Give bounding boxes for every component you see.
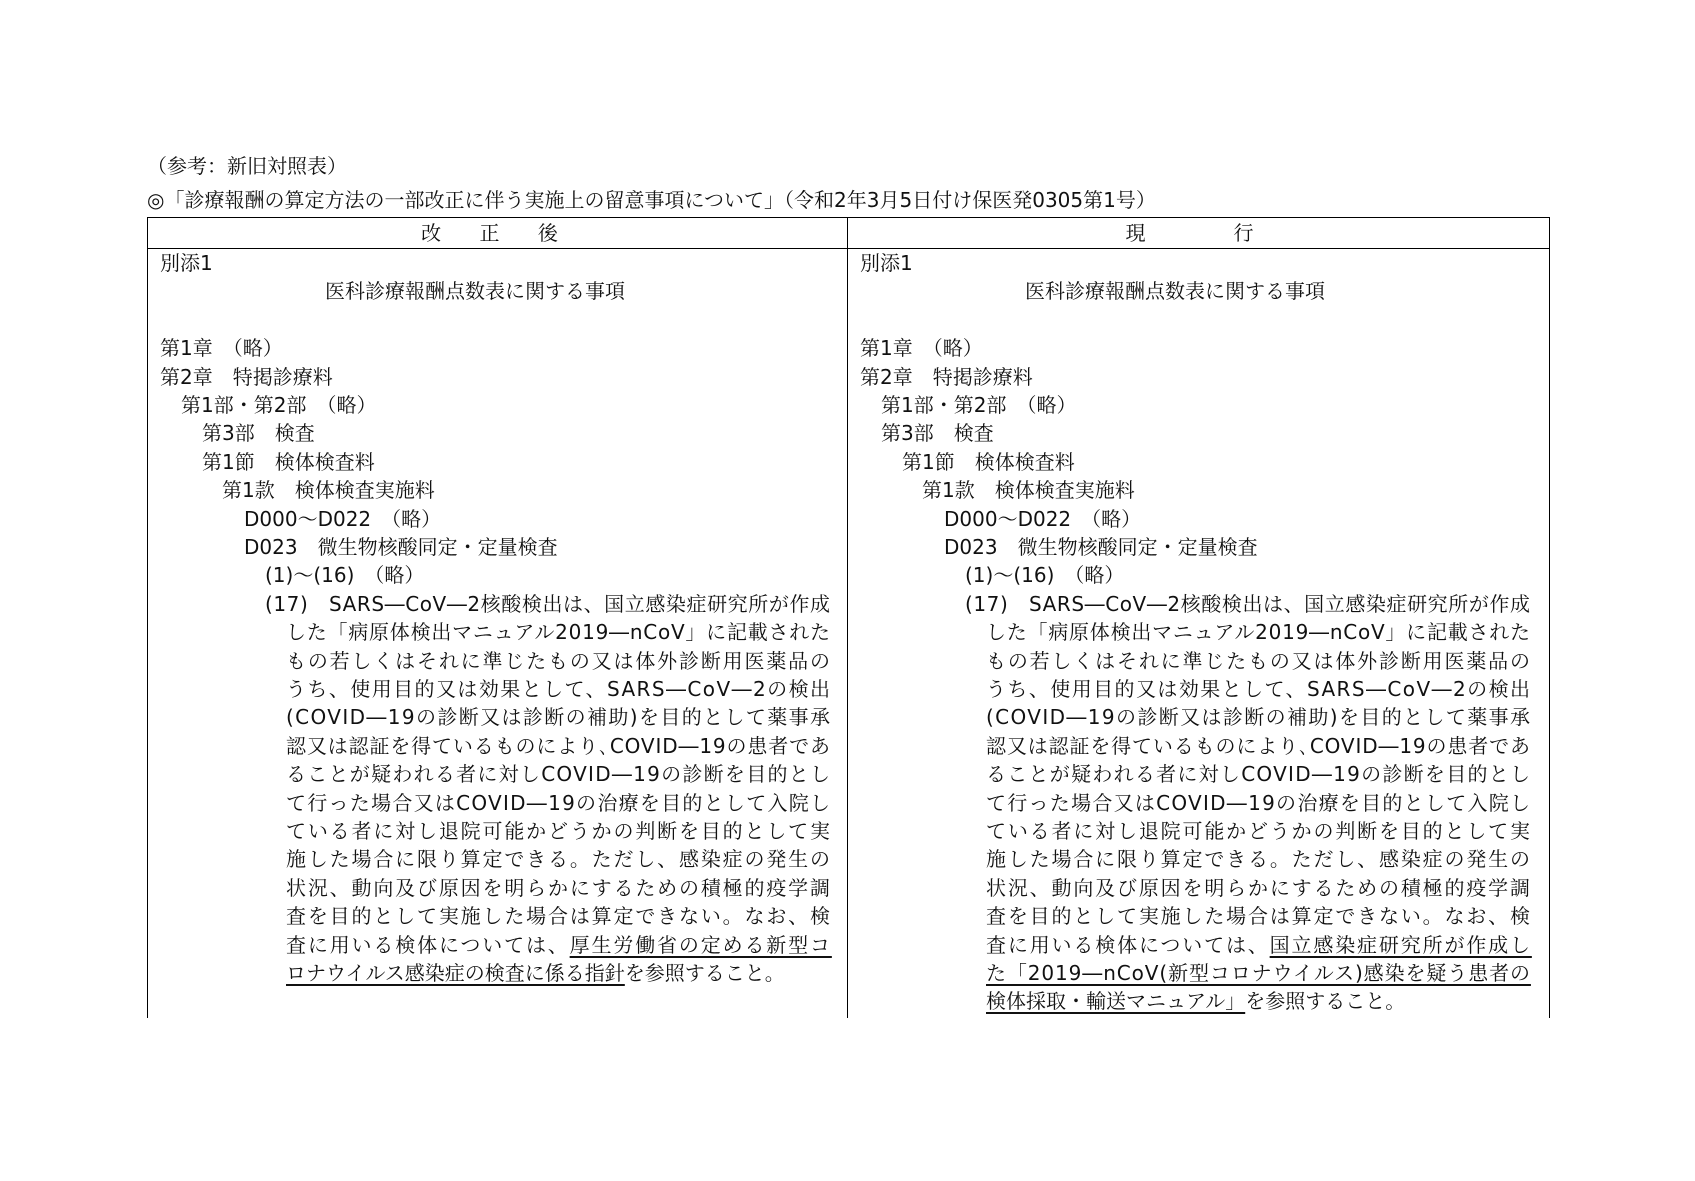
paragraph-line <box>986 789 1531 817</box>
text-segment: もの若しくはそれに準じたもの又は体外診断用医薬品の <box>986 648 1532 673</box>
text-segment: 認又は認証を得ているものにより､COVID―19の患者であ <box>986 733 1531 758</box>
paragraph-line <box>986 732 1531 760</box>
paragraph-line <box>286 675 831 703</box>
paragraph-line <box>986 959 1531 987</box>
paragraph-line <box>986 845 1532 873</box>
text-segment: (17) SARS―CoV―2核酸検出は、国立感染症研究所が作成 <box>265 591 831 616</box>
paragraph-line <box>986 647 1532 675</box>
paragraph-line <box>986 874 1532 902</box>
outline-item: (1)～(16) （略） <box>965 563 1125 588</box>
outline-item: 第1節 検体検査料 <box>902 449 1075 474</box>
text-segment: 認又は認証を得ているものにより､COVID―19の患者であ <box>286 733 831 758</box>
outline-item: 別添1 <box>860 251 913 275</box>
text-segment: ることが疑われる者に対しCOVID―19の診断を目的とし <box>986 762 1532 787</box>
outline-item: (1)～(16) （略） <box>265 563 425 588</box>
outline-item: 第1款 検体検査実施料 <box>222 478 435 503</box>
outline-item: 第1節 検体検査料 <box>202 449 375 474</box>
text-segment: て行った場合又はCOVID―19の治療を目的として入院し <box>986 790 1532 815</box>
paragraph-line <box>286 931 832 959</box>
paragraph-line <box>286 703 831 731</box>
outline-item: D023 微生物核酸同定・定量検査 <box>944 535 1258 559</box>
outline-item: 第1款 検体検査実施料 <box>922 478 1135 503</box>
text-segment: うち、使用目的又は効果として、SARS―CoV―2の検出 <box>986 677 1532 701</box>
paragraph-line <box>286 874 832 902</box>
paragraph-line <box>986 902 1532 930</box>
text-segment: 状況、動向及び原因を明らかにするための積極的疫学調 <box>286 875 832 900</box>
paragraph-line <box>286 760 831 788</box>
section-title: 医科診療報酬点数表に関する事項 <box>1025 279 1325 304</box>
outline-item: 第3部 検査 <box>202 421 315 446</box>
text-segment: て行った場合又はCOVID―19の治療を目的として入院し <box>286 790 832 815</box>
paragraph-line <box>986 987 1405 1015</box>
text-segment: 査に用いる検体については、 <box>986 932 1270 957</box>
text-segment: ている者に対し退院可能かどうかの判断を目的として実 <box>986 819 1532 843</box>
header-revised: 改 正 後 <box>421 221 574 245</box>
text-segment: もの若しくはそれに準じたもの又は体外診断用医薬品の <box>286 648 832 673</box>
paragraph-line <box>286 618 831 646</box>
current-column <box>860 249 1550 1014</box>
outline-item: 第3部 検査 <box>881 421 994 446</box>
text-segment: 査を目的として実施した場合は算定できない。なお、検 <box>986 904 1532 929</box>
text-segment: 査に用いる検体については、 <box>286 932 570 957</box>
outline-item: D000～D022 （略） <box>944 506 1142 531</box>
amended-text: 検体採取・輸送マニュアル」 <box>986 989 1246 1014</box>
amended-text: 国立感染症研究所が作成し <box>1269 932 1532 957</box>
text-segment: を参照すること。 <box>1245 989 1406 1014</box>
text-segment: 施した場合に限り算定できる。ただし、感染症の発生の <box>286 847 832 872</box>
amended-text: た「2019―nCoV(新型コロナウイルス)感染を疑う患者の <box>986 961 1531 985</box>
paragraph-line <box>286 845 832 873</box>
paragraph-line <box>965 590 1531 618</box>
document-title: ◎「診療報酬の算定方法の一部改正に伴う実施上の留意事項について」（令和2年3月5日付け保医発0305第1号） <box>147 188 1156 212</box>
paragraph-line <box>286 902 832 930</box>
outline-item: D023 微生物核酸同定・定量検査 <box>244 535 558 559</box>
text-segment: 状況、動向及び原因を明らかにするための積極的疫学調 <box>986 875 1532 900</box>
outline-item: 第2章 特掲診療料 <box>860 364 1033 389</box>
text-segment: 施した場合に限り算定できる。ただし、感染症の発生の <box>986 847 1532 872</box>
paragraph-line <box>986 760 1531 788</box>
text-segment: うち、使用目的又は効果として、SARS―CoV―2の検出 <box>286 677 832 701</box>
paragraph-line <box>986 703 1531 731</box>
text-segment: した「病原体検出マニュアル2019―nCoV」に記載された <box>286 620 831 645</box>
outline-item: 別添1 <box>160 251 213 275</box>
paragraph-line <box>986 931 1532 959</box>
paragraph-line <box>286 789 831 817</box>
paragraph-line <box>265 590 831 618</box>
outline-item: 第1章 （略） <box>860 336 983 361</box>
section-title: 医科診療報酬点数表に関する事項 <box>325 279 625 304</box>
text-segment: (COVID―19の診断又は診断の補助)を目的として薬事承 <box>986 705 1532 730</box>
text-segment: した「病原体検出マニュアル2019―nCoV」に記載された <box>986 620 1531 645</box>
paragraph-line <box>286 817 832 845</box>
outline-item: 第1章 （略） <box>160 336 283 361</box>
paragraph-line <box>286 732 831 760</box>
amended-text: ロナウイルス感染症の検査に係る指針 <box>286 961 625 985</box>
reference-label: （参考：新旧対照表） <box>147 154 347 178</box>
text-segment: 査を目的として実施した場合は算定できない。なお、検 <box>286 904 832 929</box>
text-segment: ている者に対し退院可能かどうかの判断を目的として実 <box>286 819 832 843</box>
paragraph-line <box>286 647 832 675</box>
header-current: 現 行 <box>1125 221 1270 245</box>
outline-item: D000～D022 （略） <box>244 506 442 531</box>
text-segment: (COVID―19の診断又は診断の補助)を目的として薬事承 <box>286 705 832 730</box>
outline-item: 第1部・第2部 （略） <box>881 393 1077 417</box>
text-segment: を参照すること。 <box>624 961 785 985</box>
text-segment: ることが疑われる者に対しCOVID―19の診断を目的とし <box>286 762 832 787</box>
table-header <box>148 218 1549 249</box>
paragraph-line <box>286 959 785 987</box>
paragraph-line <box>986 675 1531 703</box>
revised-column <box>160 249 850 1009</box>
paragraph-line <box>986 618 1531 646</box>
outline-item: 第1部・第2部 （略） <box>181 393 377 417</box>
amended-text: 厚生労働省の定める新型コ <box>569 932 832 957</box>
outline-item: 第2章 特掲診療料 <box>160 364 333 389</box>
paragraph-line <box>986 817 1532 845</box>
comparison-table <box>147 217 1550 1018</box>
text-segment: (17) SARS―CoV―2核酸検出は、国立感染症研究所が作成 <box>965 591 1531 616</box>
